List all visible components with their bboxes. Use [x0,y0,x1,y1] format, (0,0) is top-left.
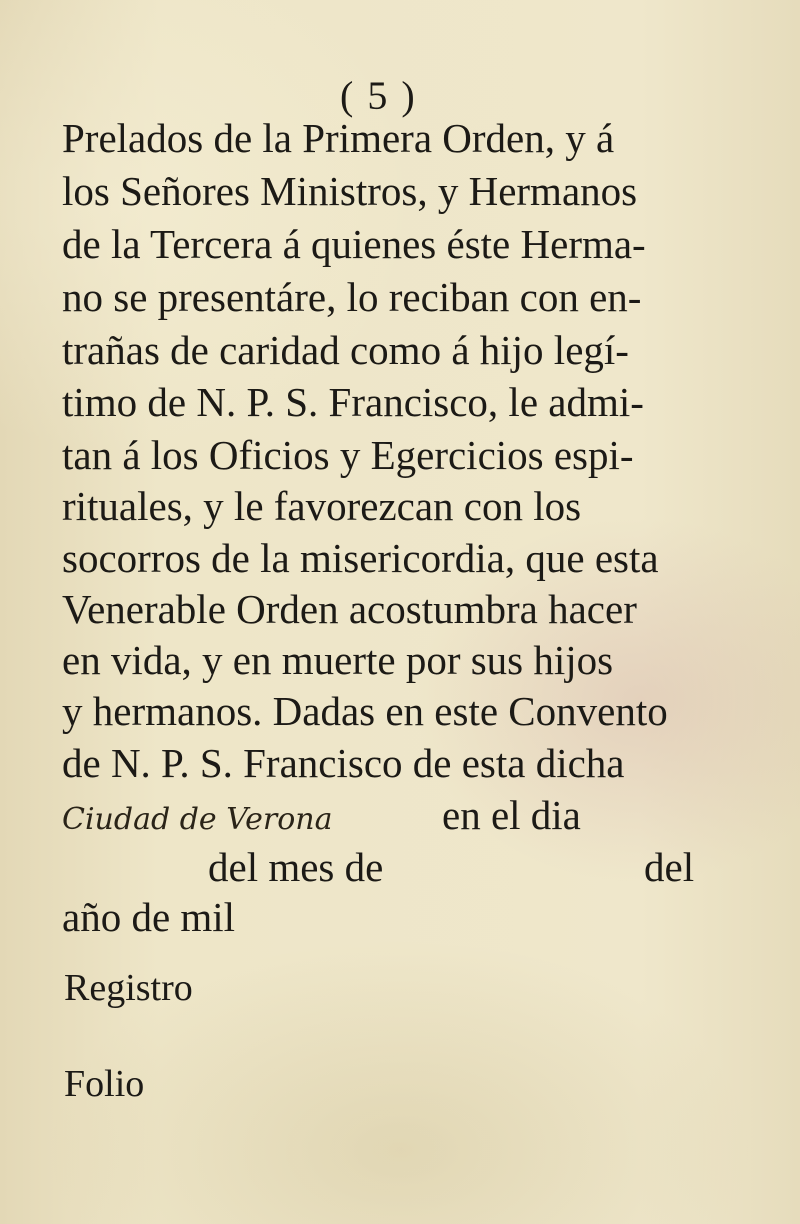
del-label: del [644,844,695,890]
text-line-5: trañas de caridad como á hijo legí- [62,327,629,373]
text-line-8: rituales, y le favorezcan con los [62,483,582,529]
en-el-dia: en el dia [442,792,581,838]
text-line-7: tan á los Oficios y Egercicios espi- [62,432,634,478]
text-line-4: no se presentáre, lo reciban con en- [62,274,642,320]
year-line: año de mil [62,894,236,940]
handwritten-line [62,790,712,845]
handwritten-place: Ciudad de Verona [62,802,333,837]
text-line-1-content: Prelados de la Primera Orden, y á [62,115,615,161]
folio-label: Folio [64,1063,145,1105]
text-line-9: socorros de la misericordia, que esta [62,535,659,581]
text-line-1 [62,113,712,163]
del-mes-de-label: del mes de [208,844,384,890]
registro-label: Registro [64,967,193,1009]
text-line-2: los Señores Ministros, y Hermanos [62,168,638,214]
text-line-13: de N. P. S. Francisco de esta dicha [62,740,625,786]
page-number: ( 5 ) [340,73,417,118]
text-line-11: en vida, y en muerte por sus hijos [62,637,614,683]
text-line-12: y hermanos. Dadas en este Convento [62,688,668,734]
text-line-6: timo de N. P. S. Francisco, le admi- [62,379,644,425]
text-line-3: de la Tercera á quienes éste Herma- [62,221,646,267]
text-line-10: Venerable Orden acostumbra hacer [62,586,637,632]
